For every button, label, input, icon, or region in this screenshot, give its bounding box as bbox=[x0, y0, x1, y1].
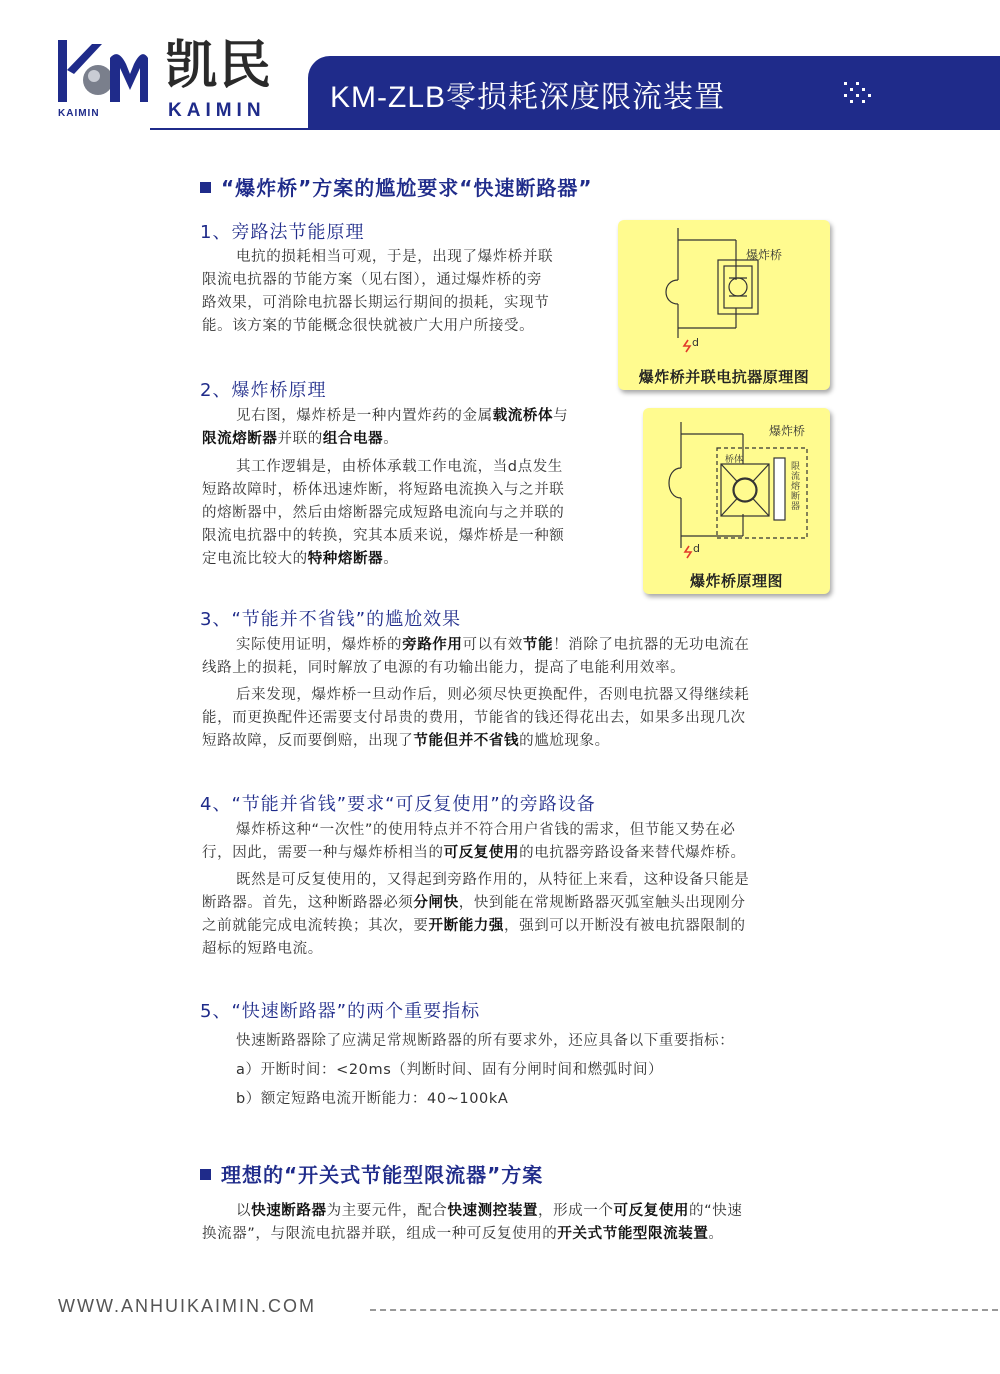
text-line: 见右图，爆炸桥是一种内置炸药的金属载流桥体与 bbox=[236, 408, 569, 424]
fault-point-label: d bbox=[693, 542, 700, 555]
circuit-diagram-icon bbox=[618, 220, 830, 360]
subsection-title: 5、“快速断路器”的两个重要指标 bbox=[200, 1001, 481, 1022]
text-line: 既然是可反复使用的，又得起到旁路作用的，从特征上来看，这种设备只能是 bbox=[236, 872, 750, 888]
indicator-item: b）额定短路电流开断能力：40~100kA bbox=[236, 1091, 509, 1107]
paragraph bbox=[202, 869, 838, 961]
text-line: 限流熔断器并联的组合电器。 bbox=[202, 431, 399, 447]
diagram-label: 爆炸桥 bbox=[769, 424, 806, 438]
text-line: 路效果，可消除电抗器长期运行期间的损耗，实现节 bbox=[202, 295, 550, 311]
paragraph bbox=[202, 634, 838, 680]
text-line: 快速断路器除了应满足常规断路器的所有要求外，还应具备以下重要指标： bbox=[236, 1033, 735, 1049]
logo-chinese: 凯民 bbox=[165, 36, 274, 96]
text-line: 换流器”，与限流电抗器并联，组成一种可反复使用的开关式节能型限流装置。 bbox=[202, 1226, 724, 1242]
logo-english-small: KAIMIN bbox=[58, 108, 100, 119]
text-line: 能，而更换配件还需要支付昂贵的费用，节能省的钱还得花出去，如果多出现几次 bbox=[202, 710, 746, 726]
section-heading bbox=[200, 1159, 543, 1188]
text-line: 限流电抗器的节能方案（见右图），通过爆炸桥的旁 bbox=[202, 272, 543, 288]
text-line: 以快速断路器为主要元件，配合快速测控装置，形成一个可反复使用的“快速 bbox=[236, 1203, 743, 1219]
diagram-label: 爆炸桥 bbox=[746, 248, 783, 262]
diagram-explosion-bridge bbox=[643, 408, 830, 594]
subsection-title: 1、旁路法节能原理 bbox=[200, 222, 365, 243]
paragraph bbox=[236, 1027, 836, 1114]
paragraph bbox=[202, 246, 612, 338]
text-line: 爆炸桥这种“一次性”的使用特点并不符合用户省钱的需求，但节能又势在必 bbox=[236, 822, 736, 838]
text-line: 线路上的损耗，同时解放了电源的有功输出能力，提高了电能利用效率。 bbox=[202, 660, 686, 676]
paragraph bbox=[202, 1200, 838, 1246]
text-line: 定电流比较大的特种熔断器。 bbox=[202, 551, 399, 567]
text-line: 限流电抗器中的转换，究其本质来说，爆炸桥是一种额 bbox=[202, 528, 565, 544]
diagram-caption: 爆炸桥并联电抗器原理图 bbox=[638, 368, 810, 386]
paragraph bbox=[202, 819, 838, 865]
page-title: KM-ZLB零损耗深度限流装置 bbox=[330, 81, 726, 114]
section-heading-text: 理想的“开关式节能型限流器”方案 bbox=[221, 1163, 544, 1187]
text-line: 超标的短路电流。 bbox=[202, 941, 323, 957]
section-heading bbox=[200, 172, 593, 201]
diagram-caption: 爆炸桥原理图 bbox=[689, 572, 783, 590]
text-line: 行，因此，需要一种与爆炸桥相当的可反复使用的电抗器旁路设备来替代爆炸桥。 bbox=[202, 845, 746, 861]
paragraph bbox=[202, 456, 626, 571]
footer-dashed-divider bbox=[370, 1309, 998, 1311]
indicator-item: a）开断时间：<20ms（判断时间、固有分闸时间和燃弧时间） bbox=[236, 1062, 664, 1078]
paragraph bbox=[202, 684, 838, 753]
text-line: 短路故障，反而要倒赔，出现了节能但并不省钱的尴尬现象。 bbox=[202, 733, 610, 749]
paragraph bbox=[202, 405, 626, 451]
text-line: 其工作逻辑是，由桥体承载工作电流，当d点发生 bbox=[236, 459, 563, 475]
logo-english: KAIMIN bbox=[168, 100, 266, 121]
fuse-label: 限流熔断器 bbox=[791, 462, 801, 512]
diagram-bridge-parallel-reactor bbox=[618, 220, 830, 390]
kaimin-logo-icon bbox=[58, 40, 150, 114]
subsection-title: 2、爆炸桥原理 bbox=[200, 380, 327, 401]
fault-point-label: d bbox=[692, 336, 699, 349]
square-bullet-icon bbox=[200, 1169, 211, 1180]
bridge-body-label: 桥体 bbox=[725, 455, 744, 465]
footer-website[interactable]: WWW.ANHUIKAIMIN.COM bbox=[58, 1296, 316, 1316]
subsection-title: 4、“节能并省钱”要求“可反复使用”的旁路设备 bbox=[200, 794, 596, 815]
text-line: 能。该方案的节能概念很快就被广大用户所接受。 bbox=[202, 318, 535, 334]
text-line: 之前就能完成电流转换；其次，要开断能力强，强到可以开断没有被电抗器限制的 bbox=[202, 918, 746, 934]
text-line: 断路器。首先，这种断路器必须分闸快，快到能在常规断路器灭弧室触头出现刚分 bbox=[202, 895, 746, 911]
text-line: 的熔断器中，然后由熔断器完成短路电流向与之并联的 bbox=[202, 505, 565, 521]
section-heading-text: “爆炸桥”方案的尴尬要求“快速断路器” bbox=[221, 176, 593, 200]
text-line: 实际使用证明，爆炸桥的旁路作用可以有效节能！消除了电抗器的无功电流在 bbox=[236, 637, 750, 653]
text-line: 电抗的损耗相当可观，于是，出现了爆炸桥并联 bbox=[236, 249, 554, 265]
square-bullet-icon bbox=[200, 182, 211, 193]
text-line: 短路故障时，桥体迅速炸断，将短路电流换入与之并联 bbox=[202, 482, 565, 498]
dots-decoration-icon bbox=[842, 80, 872, 108]
subsection-title: 3、“节能并不省钱”的尴尬效果 bbox=[200, 609, 462, 630]
text-line: 后来发现，爆炸桥一旦动作后，则必须尽快更换配件，否则电抗器又得继续耗 bbox=[236, 687, 750, 703]
